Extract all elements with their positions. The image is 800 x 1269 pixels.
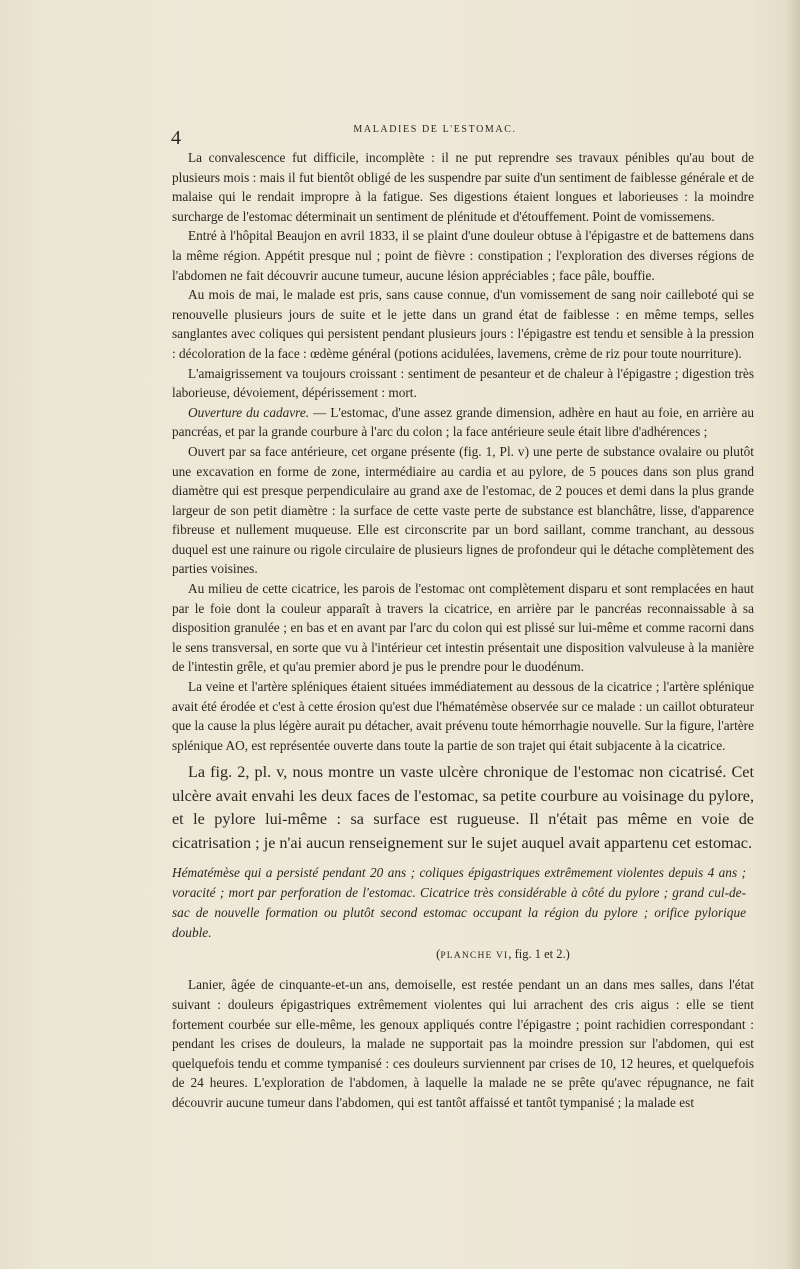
paragraph-splenic-artery: La veine et l'artère spléniques étaient situées immédiatement au dessous de la cicatrice ; l'artère splénique avait été érodée et c'est à cette érosion qu'est due l'hématémèse observée sur ce malade : un caillot obturateur que la cause la plus légère aurait pu détacher, avait prévenu toute hémorrhagie nouvelle. Sur la figure, l'artère splénique AO, est représentée ouverte dans toute la partie de son trajet qui était subjacente à la cicatrice. xyxy=(172,679,754,753)
paragraph-autopsy xyxy=(172,403,754,442)
paragraph-commentary: La fig. 2, pl. v, nous montre un vaste ulcère chronique de l'estomac non cicatrisé. Cet ulcère avait envahi les deux faces de l'estomac, sa petite courbure au voisinage du pylore, et le pylore lui-même : sa surface est rugueuse. Il n'était pas même en voie de cicatrisation ; je n'ai aucun renseignement sur le sujet auquel avait appartenu cet estomac. xyxy=(172,763,754,852)
autopsy-text: — L'estomac, d'une assez grande dimension, adhère en haut au foie, en arrière au pancréas, et par la grande courbure à l'arc du colon ; la face antérieure seule était libre d'adhérences ; xyxy=(172,404,754,440)
running-head: MALADIES DE L'ESTOMAC. xyxy=(353,124,517,135)
autopsy-label: Ouverture du cadavre. xyxy=(188,404,310,420)
paragraph-admission: Entré à l'hôpital Beaujon en avril 1833, il se plaint d'une douleur obtuse à l'épigastre et de battemens dans la même région. Appétit presque nul ; point de fièvre : constipation ; l'exploration des diverses régions de l'abdomen ne fait découvrir aucune tumeur, aucune lésion appréciables ; face pâle, bouffie. xyxy=(172,228,754,283)
paragraph-case-lanier: Lanier, âgée de cinquante-et-un ans, demoiselle, est restée pendant un an dans mes salles, dans l'état suivant : douleurs épigastriques extrêmement violentes qui lui arrachent des cris aigus : elle se tient fortement courbée sur elle-même, les genoux appliqués contre l'épigastre ; point rachidien correspondant : pendant les crises de douleurs, la malade ne supportait pas la moindre pression sur l'abdomen, qui est quelquefois tendu et comme tympanisé : ces douleurs surviennent par crises de 10, 12 heures, et quelquefois de 24 heures. L'exploration de l'abdomen, à laquelle la malade ne se prête qu'avec répugnance, ne fait découvrir aucune tumeur dans l'abdomen, qui est tantôt affaissé et tantôt tympanisé ; la malade est xyxy=(172,977,754,1110)
case-heading: Hématémèse qui a persisté pendant 20 ans ; coliques épigastriques extrêmement violentes depuis 4 ans ; voracité ; mort par perforation de l'estomac. Cicatrice très considérable à côté du pylore ; grand cul-de-sac de nouvelle formation ou plutôt second estomac occupant la région du pylore ; orifice pylorique double. xyxy=(172,865,746,941)
paragraph-cicatrice: Au milieu de cette cicatrice, les parois de l'estomac ont complètement disparu et sont remplacées en haut par le foie dont la couleur apparaît à travers la cicatrice, en arrière par le pancréas reconnaissable à sa disposition granulée ; en bas et en avant par l'arc du colon qui est plissé sur lui-même et comme racorni dans le sens transversal, en sorte que vu à l'intérieur cet intestin présentait une disposition valvuleuse à la manière de l'intestin grêle, et qu'au premier abord je pus le prendre pour le duodénum. xyxy=(172,581,754,675)
paragraph-lesion-description: Ouvert par sa face antérieure, cet organe présente (fig. 1, Pl. v) une perte de substance ovalaire ou plutôt une excavation en forme de zone, intermédiaire au cardia et au pylore, de 5 pouces dans son plus grand diamètre qui est presque perpendiculaire au grand axe de l'estomac, de 2 pouces et demi dans la plus grande largeur de son petit diamètre : la surface de cette vaste perte de substance est blanchâtre, lisse, d'apparence fibreuse et nullement muqueuse. Elle est circonscrite par un bord saillant, comme tranchant, au dessous duquel est une rainure ou rigole circulaire de plusieurs lignes de profondeur qui le détache complètement des parties voisines. xyxy=(172,443,754,577)
plate-ref-open: ( xyxy=(436,947,441,962)
plate-ref-rest: , fig. 1 et 2.) xyxy=(508,947,570,962)
plate-reference xyxy=(172,945,754,965)
main-text xyxy=(172,148,754,1113)
paragraph-death: L'amaigrissement va toujours croissant : sentiment de pesanteur et de chaleur à l'épigastre ; digestion très laborieuse, dévoiement, dépérissement : mort. xyxy=(172,365,754,401)
paragraph-convalescence: La convalescence fut difficile, incomplète : il ne put reprendre ses travaux pénibles qu'au bout de plusieurs mois : mais il fut bientôt obligé de les suspendre par suite d'un sentiment de faiblesse générale et de malaise qui le rendait impropre à la fatigue. Ses digestions étaient longues et laborieuses : la moindre surcharge de l'estomac déterminait un sentiment de plénitude et d'étouffement. Point de vomissemens. xyxy=(172,150,754,224)
page-gutter-shadow xyxy=(786,0,800,1269)
paragraph-hematemesis: Au mois de mai, le malade est pris, sans cause connue, d'un vomissement de sang noir cailleboté qui se renouvelle plusieurs jours de suite et le jette dans un grand état de faiblesse : en même temps, selles sanglantes avec coliques qui persistent pendant plusieurs jours : l'épigastre est tendu et sensible à la pression : décoloration de la face : œdème général (potions acidulées, lavemens, crème de riz pour toute nourriture). xyxy=(172,287,754,361)
plate-ref-planche: PLANCHE VI xyxy=(440,951,509,962)
page-number: 4 xyxy=(171,127,181,149)
